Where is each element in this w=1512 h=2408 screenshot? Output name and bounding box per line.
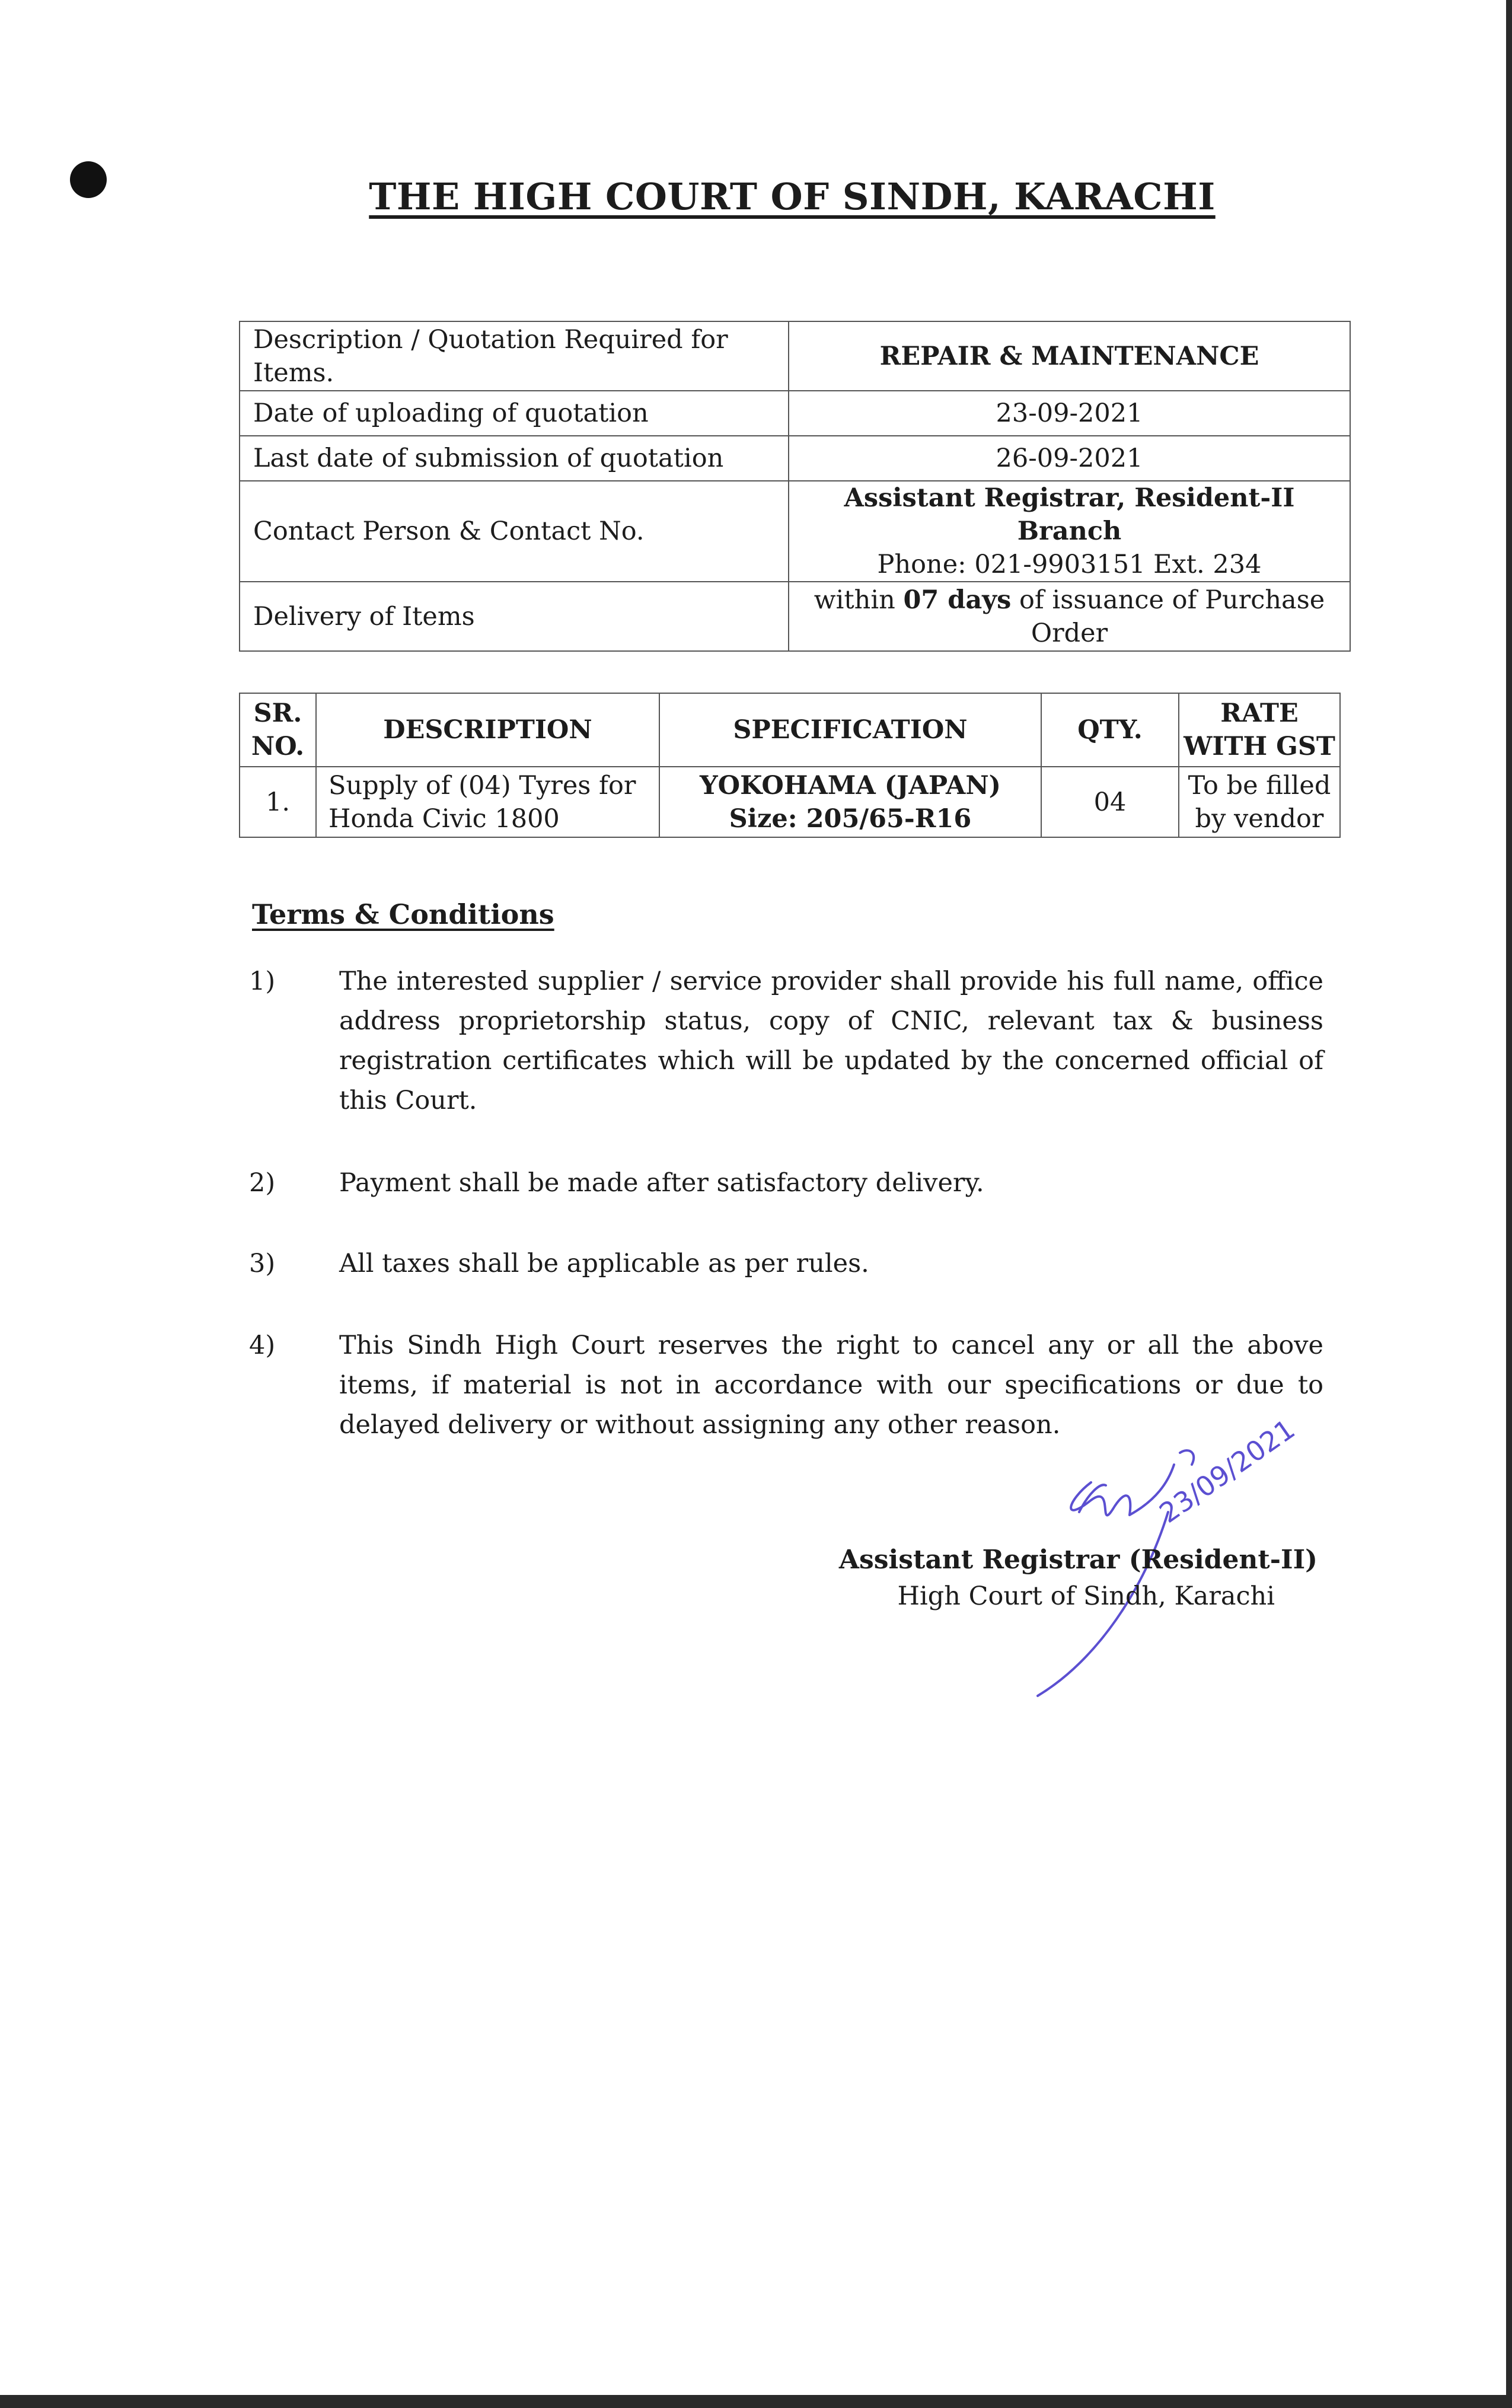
description-label: Description / Quotation Required for Items. — [240, 321, 789, 391]
contact-phone: Phone: 021-9903151 Ext. 234 — [877, 550, 1262, 579]
row-rate: To be filled by vendor — [1179, 767, 1340, 837]
delivery-pre: within — [814, 585, 895, 615]
handwritten-date: 23/09/2021 — [1153, 1412, 1301, 1530]
row-description: Supply of (04) Tyres for Honda Civic 1800 — [316, 767, 659, 837]
info-row-submission-date — [240, 436, 1350, 481]
quotation-info-table — [239, 321, 1351, 652]
signatory-org: High Court of Sindh, Karachi — [897, 1581, 1275, 1611]
term-text: All taxes shall be applicable as per rules. — [339, 1249, 869, 1278]
info-row-delivery — [240, 582, 1350, 651]
contact-name: Assistant Registrar, Resident-II Branch — [844, 483, 1295, 546]
term-number: 3) — [249, 1249, 276, 1278]
header-rate: RATE WITH GST — [1179, 693, 1340, 767]
scan-edge-bottom — [0, 2395, 1512, 2408]
signatory-title: Assistant Registrar (Resident-II) — [838, 1545, 1318, 1575]
header-specification: SPECIFICATION — [659, 693, 1041, 767]
row-qty: 04 — [1041, 767, 1179, 837]
info-row-description — [240, 321, 1350, 391]
delivery-post: of issuance of Purchase Order — [1019, 585, 1325, 648]
delivery-label: Delivery of Items — [240, 582, 789, 651]
description-value: REPAIR & MAINTENANCE — [789, 321, 1350, 391]
header-description: DESCRIPTION — [316, 693, 659, 767]
items-header-row — [240, 693, 1340, 767]
delivery-value — [789, 582, 1350, 651]
term-text: Payment shall be made after satisfactory delivery. — [339, 1168, 984, 1198]
spec-size: Size: 205/65-R16 — [729, 803, 972, 834]
submission-date-value: 26-09-2021 — [789, 436, 1350, 481]
info-row-upload-date — [240, 391, 1350, 436]
header-qty: QTY. — [1041, 693, 1179, 767]
contact-value — [789, 481, 1350, 582]
term-number: 4) — [249, 1331, 276, 1360]
terms-heading: Terms & Conditions — [252, 898, 554, 930]
delivery-days: 07 days — [903, 585, 1012, 615]
scan-edge-right — [1506, 0, 1512, 2408]
info-row-contact — [240, 481, 1350, 582]
term-text: The interested supplier / service provider shall provide his full name, office address proprietorship status, copy of CNIC, relevant tax & business registration certificates which will be updated by the concerned official of this Court. — [339, 967, 1323, 1115]
upload-date-label: Date of uploading of quotation — [240, 391, 789, 436]
table-row — [240, 767, 1340, 837]
upload-date-value: 23-09-2021 — [789, 391, 1350, 436]
term-text: This Sindh High Court reserves the right to cancel any or all the above items, if material is not in accordance with our specifications or due to delayed delivery or without assigning any other reason. — [339, 1331, 1323, 1440]
header-sr-no: SR. NO. — [240, 693, 316, 767]
spec-brand: YOKOHAMA (JAPAN) — [699, 770, 1001, 800]
row-specification — [659, 767, 1041, 837]
items-table — [239, 693, 1341, 838]
document-title: THE HIGH COURT OF SINDH, KARACHI — [369, 175, 1216, 218]
submission-date-label: Last date of submission of quotation — [240, 436, 789, 481]
term-number: 1) — [249, 967, 276, 996]
term-number: 2) — [249, 1168, 276, 1198]
contact-label: Contact Person & Contact No. — [240, 481, 789, 582]
row-sr-no: 1. — [240, 767, 316, 837]
